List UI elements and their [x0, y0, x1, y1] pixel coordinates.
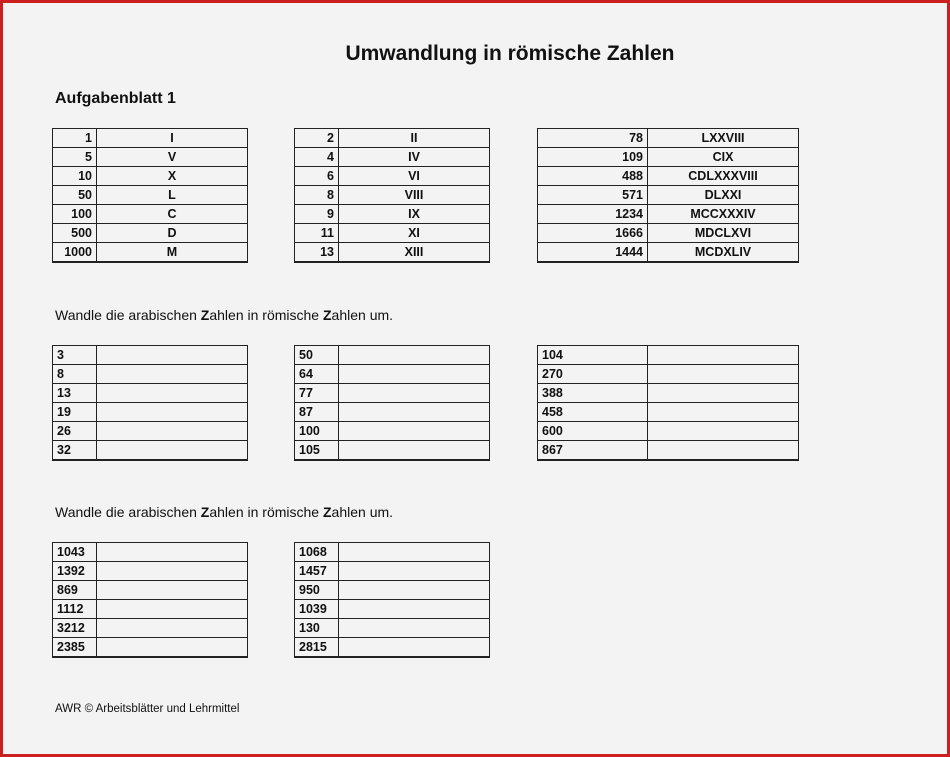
- roman-numeral-cell: MCCXXXIV: [648, 205, 799, 224]
- arabic-number-cell: 10: [53, 167, 97, 186]
- table-row: [538, 129, 799, 148]
- instruction-1: Wandle die arabischen Zahlen in römische Zahlen um.: [55, 307, 394, 323]
- table-row: [538, 365, 799, 384]
- roman-numeral-cell: DLXXI: [648, 186, 799, 205]
- table-row: [53, 365, 248, 384]
- arabic-number-cell: 1039: [295, 600, 339, 619]
- arabic-number-cell: 1043: [53, 543, 97, 562]
- table-row: [295, 638, 490, 658]
- answer-cell[interactable]: [97, 619, 248, 638]
- table-row: [295, 346, 490, 365]
- table-row: [295, 543, 490, 562]
- table-row: [538, 346, 799, 365]
- answer-cell[interactable]: [97, 543, 248, 562]
- arabic-number-cell: 8: [295, 186, 339, 205]
- arabic-number-cell: 4: [295, 148, 339, 167]
- arabic-number-cell: 78: [538, 129, 648, 148]
- arabic-number-cell: 488: [538, 167, 648, 186]
- roman-numeral-cell: XIII: [339, 243, 490, 263]
- arabic-number-cell: 13: [53, 384, 97, 403]
- table-row: [295, 365, 490, 384]
- page-title: Umwandlung in römische Zahlen: [345, 42, 675, 65]
- roman-numeral-cell: CDLXXXVIII: [648, 167, 799, 186]
- table-row: [53, 148, 248, 167]
- arabic-number-cell: 105: [295, 441, 339, 461]
- roman-numeral-cell: X: [97, 167, 248, 186]
- arabic-number-cell: 1068: [295, 543, 339, 562]
- arabic-number-cell: 1: [53, 129, 97, 148]
- table-row: [53, 167, 248, 186]
- table-row: [538, 441, 799, 461]
- arabic-number-cell: 1457: [295, 562, 339, 581]
- answer-cell[interactable]: [97, 403, 248, 422]
- answer-cell[interactable]: [97, 638, 248, 658]
- table-row: [53, 441, 248, 461]
- footer-copyright: AWR © Arbeitsblätter und Lehrmittel: [55, 703, 240, 715]
- table-row: [295, 129, 490, 148]
- roman-numeral-cell: V: [97, 148, 248, 167]
- roman-numeral-cell: MCDXLIV: [648, 243, 799, 263]
- answer-cell[interactable]: [339, 638, 490, 658]
- arabic-number-cell: 5: [53, 148, 97, 167]
- table-row: [295, 243, 490, 263]
- table-row: [53, 581, 248, 600]
- roman-numeral-cell: L: [97, 186, 248, 205]
- arabic-number-cell: 1666: [538, 224, 648, 243]
- roman-numeral-cell: IV: [339, 148, 490, 167]
- arabic-number-cell: 100: [53, 205, 97, 224]
- answer-cell[interactable]: [339, 365, 490, 384]
- arabic-number-cell: 104: [538, 346, 648, 365]
- table-row: [53, 422, 248, 441]
- roman-numeral-cell: VI: [339, 167, 490, 186]
- arabic-number-cell: 1444: [538, 243, 648, 263]
- table-row: [53, 205, 248, 224]
- arabic-number-cell: 3: [53, 346, 97, 365]
- arabic-number-cell: 869: [53, 581, 97, 600]
- arabic-number-cell: 26: [53, 422, 97, 441]
- worksheet-subtitle: Aufgabenblatt 1: [55, 90, 176, 107]
- table-row: [295, 403, 490, 422]
- reference-table-1: [52, 128, 248, 263]
- table-row: [295, 224, 490, 243]
- answer-cell[interactable]: [97, 581, 248, 600]
- exercise-table-2b: [294, 542, 490, 658]
- table-row: [295, 148, 490, 167]
- table-row: [538, 205, 799, 224]
- arabic-number-cell: 2: [295, 129, 339, 148]
- table-row: [53, 186, 248, 205]
- table-row: [538, 422, 799, 441]
- answer-cell[interactable]: [97, 384, 248, 403]
- answer-cell[interactable]: [339, 619, 490, 638]
- answer-cell[interactable]: [97, 365, 248, 384]
- arabic-number-cell: 1112: [53, 600, 97, 619]
- arabic-number-cell: 77: [295, 384, 339, 403]
- table-row: [295, 562, 490, 581]
- answer-cell[interactable]: [97, 441, 248, 461]
- table-row: [53, 384, 248, 403]
- roman-numeral-cell: CIX: [648, 148, 799, 167]
- table-row: [53, 543, 248, 562]
- table-row: [538, 186, 799, 205]
- exercise-table-2a: [52, 542, 248, 658]
- table-row: [538, 148, 799, 167]
- answer-cell[interactable]: [648, 346, 799, 365]
- arabic-number-cell: 388: [538, 384, 648, 403]
- table-row: [53, 346, 248, 365]
- arabic-number-cell: 87: [295, 403, 339, 422]
- answer-cell[interactable]: [339, 403, 490, 422]
- table-row: [53, 638, 248, 658]
- answer-cell[interactable]: [339, 562, 490, 581]
- instruction-2: Wandle die arabischen Zahlen in römische Zahlen um.: [55, 504, 394, 520]
- table-row: [295, 384, 490, 403]
- table-row: [53, 129, 248, 148]
- table-row: [295, 205, 490, 224]
- table-row: [538, 384, 799, 403]
- roman-numeral-cell: VIII: [339, 186, 490, 205]
- arabic-number-cell: 11: [295, 224, 339, 243]
- arabic-number-cell: 32: [53, 441, 97, 461]
- table-row: [295, 186, 490, 205]
- exercise-table-1b: [294, 345, 490, 461]
- table-row: [53, 600, 248, 619]
- roman-numeral-cell: D: [97, 224, 248, 243]
- answer-cell[interactable]: [648, 441, 799, 461]
- table-row: [538, 224, 799, 243]
- table-row: [53, 619, 248, 638]
- arabic-number-cell: 50: [295, 346, 339, 365]
- roman-numeral-cell: IX: [339, 205, 490, 224]
- arabic-number-cell: 64: [295, 365, 339, 384]
- answer-cell[interactable]: [339, 384, 490, 403]
- table-row: [53, 403, 248, 422]
- arabic-number-cell: 50: [53, 186, 97, 205]
- roman-numeral-cell: XI: [339, 224, 490, 243]
- arabic-number-cell: 13: [295, 243, 339, 263]
- table-row: [295, 619, 490, 638]
- table-row: [295, 441, 490, 461]
- answer-cell[interactable]: [648, 422, 799, 441]
- table-row: [295, 422, 490, 441]
- arabic-number-cell: 1234: [538, 205, 648, 224]
- arabic-number-cell: 2815: [295, 638, 339, 658]
- table-row: [53, 224, 248, 243]
- answer-cell[interactable]: [339, 441, 490, 461]
- table-row: [295, 581, 490, 600]
- answer-cell[interactable]: [648, 403, 799, 422]
- reference-table-3: [537, 128, 799, 263]
- arabic-number-cell: 6: [295, 167, 339, 186]
- arabic-number-cell: 100: [295, 422, 339, 441]
- table-row: [538, 243, 799, 263]
- arabic-number-cell: 19: [53, 403, 97, 422]
- table-row: [538, 167, 799, 186]
- arabic-number-cell: 1392: [53, 562, 97, 581]
- arabic-number-cell: 950: [295, 581, 339, 600]
- answer-cell[interactable]: [339, 346, 490, 365]
- arabic-number-cell: 9: [295, 205, 339, 224]
- answer-cell[interactable]: [97, 422, 248, 441]
- arabic-number-cell: 109: [538, 148, 648, 167]
- answer-cell[interactable]: [97, 346, 248, 365]
- roman-numeral-cell: I: [97, 129, 248, 148]
- exercise-table-1a: [52, 345, 248, 461]
- answer-cell[interactable]: [339, 600, 490, 619]
- arabic-number-cell: 500: [53, 224, 97, 243]
- roman-numeral-cell: II: [339, 129, 490, 148]
- table-row: [295, 167, 490, 186]
- arabic-number-cell: 867: [538, 441, 648, 461]
- answer-cell[interactable]: [97, 600, 248, 619]
- arabic-number-cell: 571: [538, 186, 648, 205]
- arabic-number-cell: 458: [538, 403, 648, 422]
- arabic-number-cell: 600: [538, 422, 648, 441]
- answer-cell[interactable]: [648, 365, 799, 384]
- arabic-number-cell: 3212: [53, 619, 97, 638]
- answer-cell[interactable]: [97, 562, 248, 581]
- table-row: [538, 403, 799, 422]
- roman-numeral-cell: C: [97, 205, 248, 224]
- arabic-number-cell: 8: [53, 365, 97, 384]
- roman-numeral-cell: MDCLXVI: [648, 224, 799, 243]
- answer-cell[interactable]: [648, 384, 799, 403]
- arabic-number-cell: 2385: [53, 638, 97, 658]
- answer-cell[interactable]: [339, 422, 490, 441]
- answer-cell[interactable]: [339, 581, 490, 600]
- answer-cell[interactable]: [339, 543, 490, 562]
- roman-numeral-cell: LXXVIII: [648, 129, 799, 148]
- table-row: [53, 243, 248, 263]
- arabic-number-cell: 130: [295, 619, 339, 638]
- roman-numeral-cell: M: [97, 243, 248, 263]
- table-row: [53, 562, 248, 581]
- arabic-number-cell: 1000: [53, 243, 97, 263]
- exercise-table-1c: [537, 345, 799, 461]
- table-row: [295, 600, 490, 619]
- reference-table-2: [294, 128, 490, 263]
- arabic-number-cell: 270: [538, 365, 648, 384]
